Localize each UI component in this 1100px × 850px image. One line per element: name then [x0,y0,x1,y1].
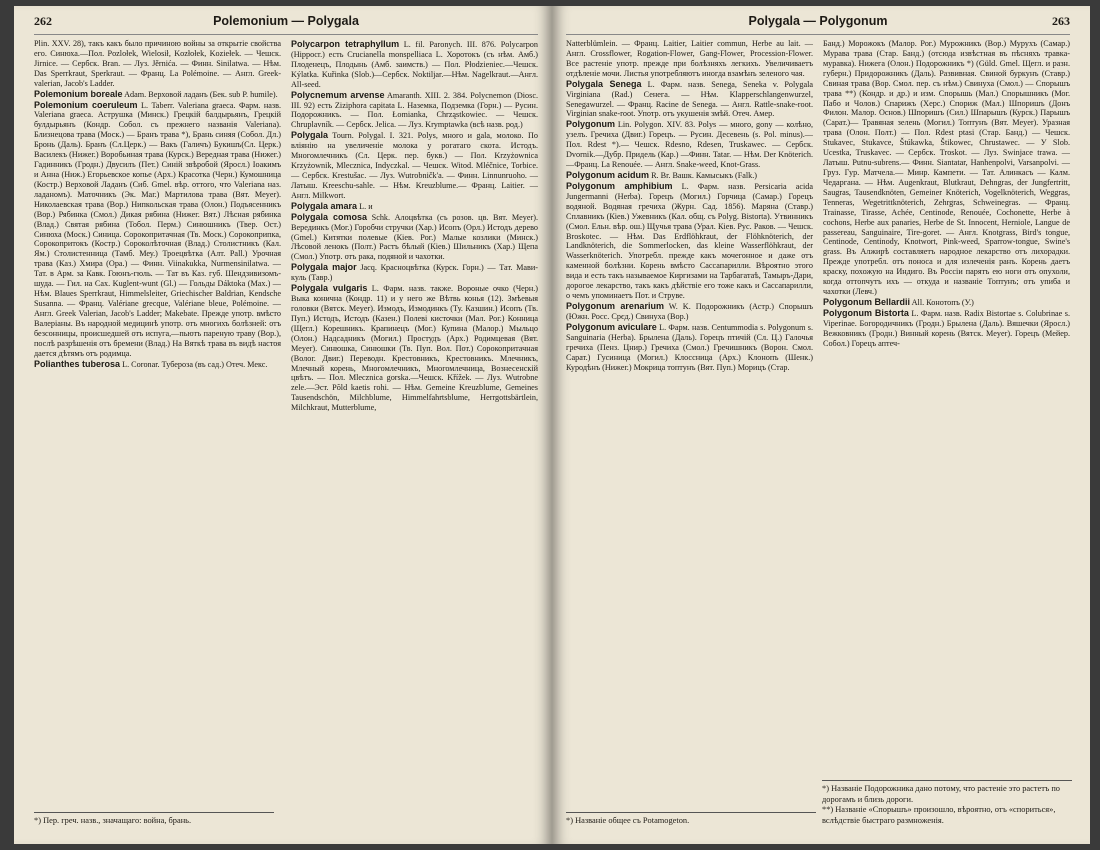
dictionary-entry [34,89,281,100]
entry-text: R. Br. Вашк. Камысыкъ (Falk.) [651,170,758,180]
entry-text: L. и [359,201,373,211]
right-page [552,6,1090,844]
dictionary-entry [566,119,813,170]
entry-headword: Polygala major [291,262,357,273]
left-page [14,6,552,844]
entry-text: W. K. Подорожникъ (Астр.) Спорышъ (Южн. Росс. Срєд.) Свинуха (Вор.) [566,301,813,321]
entry-text: Amaranth. XIII. 2. 384. Polycnemon (Diosc. III. 92) есть Ziziphora capitata L. Наземка, Подземка (Горн.) — Русин. Подорожникъ. — Пол. Łomianka, Chrząstkowiec. — Чешск. Chruplavník. — Сербск. Jelica. — Луз. Krymptawka (всѣ назв. род.) [291,90,538,130]
entry-headword: Polygala amara [291,200,358,211]
right-column-2 [823,39,1070,791]
right-column-1 [566,39,813,791]
left-page-title: Polemonium — Polygala [213,14,359,28]
entry-text: L. Фарм. назв. Centummodia s. Polygonum s. Sanguinaria (Herba). Брылена (Даль). Горецъ птичій (Сл. Ц.) Галочья гречиха (Пенз. Цнир.) Гречиха (Смол.) Гречишникъ (Ворон. Смол. Сарат.) Гусиница (Могил.) Клоссница (Арх.) Клонопъ (Шенк.) Куродѣнъ (Нижег.) Мокрица топтунъ (Вят. Пуп.) Морицъ (Стар. [566,322,813,372]
entry-headword: Polygonum [566,119,615,130]
entry-text: Natterblümlein. — Франц. Laitier, Laitier commun, Herbe au lait. — Англ. Crossflower, Rogation-Flower, Gang-Flower, Procession-Flower. Все растеніе употр. прежде при болѣзняхъ легкихъ. Увеличиваетъ отдѣленіе мочи. Листья употребляютъ иногда взамѣнъ зеленого чая. [566,39,813,78]
entry-headword: Polygonum arenarium [566,300,664,311]
entry-headword: Polycnemum arvense [291,89,385,100]
left-column-2 [291,39,538,791]
dictionary-entry [291,212,538,263]
entry-text: L. Фарм. назв. Persicaria acida Jungermanni (Herba). Горецъ (Могил.) Горчица (Самар.) Горецъ водяной. Водяная гречиха (Журн. Сад. 1856). Маряна (Ставр.) Сплавникъ (Кіев.) Ужевникъ (Кал. общ. съ Polyg. Bistorta). Утвинникъ (Смол. Ельн. вѣр. ош.) Щучья трава (Урал. Кіев. Рус. Раков. — Чешск. Broskotec. — Нѣм. Das Erdflöhkraut, der Flöhknöterich, der Landknöterich, die Sommerlocken, das kleine Wasserflöhkraut, der Wasserknöterich. Употребл. прежде какъ мочегонное и даже отъ каменной болѣзни. Корень вмѣсто Сассапарилли. Вѣроятно этого вида и есть такъ называемое Киргизами на Тарбагатаѣ, Тамыръ-Дари, дорогое лекарство, такъ какъ дѣйствіе его тоже какъ и Сассапарилли, о чемъ упоминаетъ Пот. и Струве. [566,181,813,301]
dictionary-entry [291,201,538,212]
dictionary-entry [34,100,281,359]
book-spread [14,6,1090,844]
entry-text: Adam. Верховой ладанъ (Бек. sub P. humile). [124,89,278,99]
dictionary-entry [566,39,813,79]
right-running-head [566,14,1070,35]
dictionary-entry [823,39,1070,297]
entry-headword: Polygala Senega [566,78,642,89]
dictionary-entry [34,39,281,89]
entry-text: Lin. Polygon. XIV. 83. Polys — много, gony — колѣно, узелъ. Гречиха (Двиг.) Горецъ. — Русин. Десевень (s. Pol. minus).—Пол. Rdest *).— Чешск. Rdesno, Rdesen, Truskawec. — Сербск. Dvornik.—Дубр. Придель (Кар.) —Финн. Tatar. — Нѣм. Der Knöterich. —Франц. La Renouée. — Англ. Snake-weed, Knot-Grass. [566,120,813,170]
dictionary-entry [34,359,281,370]
entry-headword: Polygonum amphibium [566,180,673,191]
entry-text: L. fil. Paronych. III. 876. Polycarpon (Hippocr.) есть Crucianella monspelliaca L. Хоротокъ (съ нѣм. Амб.) Плоденецъ, Плодынь (Амб. заимств.) — Пол. Płodzieniec.—Чешск. Kýlatka. Kuřinka (Slob.)—Сербск. Noktiljar.—Нѣм. Nagelkraut.—Англ. All-seed. [291,40,538,89]
entry-text: Plin. XXV. 28), такъ какъ было причиною войны за открытіе свойства его. Синюха.—Пол. Pozlołek, Wielosił, Kozłołek, Koziełek. — Чешск. Jirnice. — Сербск. Bran. — Луз. Jěrnića. — Финн. Sinilatwa. — Нѣм. Das Sperrkraut, Sperkraut. — Франц. La Polémoine. — Англ. Greek-valerian, Jacob's Ladder. [34,39,281,88]
entry-text: Банд.) Морожокъ (Малор. Рог.) Мурожникъ (Вор.) Мурухъ (Самар.) Мурава трава (Стар. Банд.) (отсюда извѣстная въ пѣсняхъ травка-муравка). Нижегa (Олон.) Подорожникъ *) (Güld. Gmel. Щегл. и разн. губерн.) Придорожникъ (Даль). Развивная. Свиной буркунъ (Ставр.) Свиная трава (Вор. Смол. пер. съ нѣм.) Свинуха (Смол.) — Спорышъ трава **) (Кондр. и др.) и изм. Спорышь (Мал.) Спорышникъ (Мог. Пабо и Чолов.) Спарижъ (Херс.) Спориж (Мал.) Шпоришъ (Донъ Филон. Малор. Основ.) Шпоришъ (Сил.) Шпарышъ (Курск.) Парышъ (Сарат.)— Травяная зелень (Могил.) Топтунъ (Вят. Meyer). Уразная трава (Олон. Полт.) — Пол. Rdest ptasi (Стар. Банд.) — Чешск. Stukavec, Stukavce, Štúkawka, Štikowec, Chrustawec. — У Slob. Ucestka, Truskavec. — Сербск. Troskot. — Луз. Swinjace trawa. — Латыш. Putnu-subrens.— Финн. Siantatar, Hanhenpolvi, Varsanpolvi. — Груз. Гур. Матчела.— Минр. Кампети. — Тат. Алинкасъ — Калм. Чедаргана. — Нѣм. Augenkraut, Blutkraut, Dehngras, der Jungfertritt, Saugras, Tausendknöten, Gemeiner Knöterich, Vogelknöterich, Weggras, Tenneras, Wegetrittknöterich, Zehrgras, Schweinegras. — Франц. Trainasse, Tirasse, Achée, Centinode, Renouée, Cochonette, Herbe à cochons, Herbe aux panaries, Herbe de St. Innocent, Herniole, Langue de passereau, Sanguinaire, Tire-goret. — Англ. Knotgrass, Bird's tongue, Centinode, Centinody, Knotwort, Pink-weed, Sparrow-tongue, Swine's grass. Въ Алжирѣ составляетъ народное лекарство отъ лихорадки. Прежде употребл. отъ поноса и для излеченія ранъ. Корень даетъ краску, похожую на Индиго. Въ Россіи парятъ ею ноги отъ опухоли, когда оттопчутъ ихъ — откуда и названіе Топтунъ; отъ упиба и чахотки (Левч.) [823,39,1070,297]
dictionary-entry [823,297,1070,308]
entry-headword: Polygonum Bellardii [823,296,911,307]
dictionary-entry [823,308,1070,349]
entry-headword: Polianthes tuberosa [34,358,121,369]
dictionary-entry [291,39,538,90]
right-footnote-1: *) Названіе общее съ Potamogeton. [566,812,816,827]
left-column-1 [34,39,281,791]
entry-text: L. Фарм. назв. Radix Bistortae s. Colubrinae s. Viperinae. Богородичникъ (Гродн.) Брылена (Даль). Вяшечки (Яросл.) Вежковникъ (Гродн.) Винный корень (Вятск. Meyer). Горецъ (Мейер. Собол.) Горецъ аптеч- [823,308,1070,348]
right-page-title: Polygala — Polygonum [748,14,888,28]
left-page-number: 262 [34,14,52,28]
dictionary-entry [566,170,813,181]
entry-headword: Polygala comosa [291,211,368,222]
left-running-head [34,14,538,35]
dictionary-entry [566,322,813,373]
entry-text: L. Taberr. Valeriana graeca. Фарм. назв. Valeriana graeca. Аструшка (Минск.) Грецкій балдырьянъ, Грецкій булдырьянъ (Кондр. Собол. съ прежнего названія Valeriana). Близнецова трава (Моск.) — Бранъ трава *), Брань синяя (Собол. Дл.) Бронь (Даль). Бранъ (Сл.Церк.) — Вакъ (Галичъ) Букишъ(Сл. Церк.) Василекъ (Нижег.) Воробьиная трава (Курск.) Вередная трава (Нижег.) Гадинникъ (Гродн.) Двусилъ (Пет.) Синій звѣробой (Яросл.) Іоакимъ и Анна (Ниж.) Егорьевское копье (Арх.) Красотка (Черн.) Кумошница (Костр.) Верховой Ладанъ (Сиб. Gmel. вѣр. оттого, что Valeriana наз. ладаномъ). Маточникъ (Эк. Маг.) Мартилова трава (Вят. Meyer). Николаевская трава (Вор.) Нипкольская трава (Олон.) Подъясенникъ (Вор.) Рябинка (Смол.) Дикая рябина (Нижег. Вят.) Лѣсная рябинка (Влад.) Святая рябина (Тобол. Перм.) Синюшникъ (Твер. Ост.) Синюха (Моск.) Синица. Сорокопритачная (Тв. Моск.) Сорокоприпка, Сорокопритокъ (Костр.) Сороколѣточная (Влад.) Столистникъ (Кал. Ям.) Столистенница (Тамб. Меу.) Троецвѣтка (Алт. Pall.) Урочная трава (Каз.) Хмира (Ора.) — Финн. Viinakukka, Nurmensinilatwa. — Тат. в Арм. за Кавк. Гоюнъ-гюль. — Тат въ Каз. губ. Шендзивизомъ-шуда. — Гил. на Сах. Kuglent-wunt (Gl.) — Гольды Dáktoka (Max.) — Нѣм. Blaues Sperrkraut, Himmelsleiter, Griechischer Baldrian, Kendsche Susanna. — Франц. Valériane grecque, Valériane bleue, Polémoine. — Англ. Greek Valerian, Jacob's Ladder; Makebate. Прежде употр. вмѣсто Валеріаны. Въ народной медицинѣ употр. отъ многихъ болѣзней: отъ безсонницы, происшедшей отъ испуга,—пьютъ пареную траву (Вор.), послѣ разрѣшенія отъ бремени (Влад.) На Вяткѣ трава въ видѣ настоя дается дѣтямъ отъ родимца. [34,100,281,358]
entry-text: L. Coronar. Туберoза (въ сад.) Отеч. Мекс. [122,359,268,369]
entry-text: Tourn. Polygal. I. 321. Polys, много и gala, молоко. По вліянію на увеличеніе молока у рогатаго скота. Истодъ. Многомлечникъ (Сл. Церк. пер. букв.) — Пол. Krzyżownica Krzyżownik, Mlecznica, Indyczkal. — Чешск. Witod. Mléčnice, Torbice. — Сербск. Krestušac. — Луз. Wutrobničk'a. — Финн. Linnunruoho. — Латыш. Kreeschu-sahle. — Нѣм. Kreuzblume.— Франц. Laitier. — Англ. Milkwort. [291,131,538,200]
right-footnote-2: *) Названіе Подорожника дано потому, что растеніе это растетъ по дорогамъ и близь дороги. **) Названіе «Спорышъ» произошло, вѣроятно, отъ «спориться», вслѣдствіе быстраго размноженія. [822,780,1072,826]
entry-headword: Polygonum acidum [566,169,650,180]
entry-headword: Polycarpon tetraphyllum [291,39,400,49]
entry-text: Jacq. Красноцвѣтка (Курск. Горн.) — Тат. Мави-куль (Тавр.) [291,263,538,283]
entry-text: Schk. Алоцвѣтка (съ розов. цв. Вят. Meyer). Верединкъ (Мог.) Горобчи стручки (Хар.) Исопъ (Орл.) Истодъ дерево (Gmel.) Китятки полевые (Кіев. Рог.) Малые козлики (Минск.) Лѣсовой ленокъ (Полт.) Растъ бѣлый (Кіев.) Шильникъ (Хар.) Щепа (Смол.) Употр. отъ рака, подяной и чахотки. [291,212,538,262]
dictionary-entry [566,181,813,301]
right-page-number: 263 [1052,14,1070,28]
dictionary-entry [291,130,538,200]
right-columns [566,39,1070,791]
entry-headword: Polemonium boreale [34,88,123,99]
entry-text: L. Фарм. назв. Senega, Seneka v. Polygala Virginiana (Rad.) Сенега. — Нѣм. Klapperschlangenwurzel, Senegawurzel. — Франц. Raсine de Senega. — Англ. Rattle-snake-root. Virginian snake-root. Употр. отъ укушенія змѣй. Отеч. Амер. [566,79,813,119]
dictionary-entry [291,283,538,413]
entry-headword: Polygala [291,130,329,141]
entry-text: All. Конотопъ (У.) [911,297,974,307]
entry-headword: Polygonum aviculare [566,321,657,332]
entry-headword: Polygala vulgaris [291,283,368,294]
entry-headword: Polemonium coeruleum [34,99,138,110]
entry-text: L. Фарм. назв. также. Вороные очко (Черн.) Выка конична (Кондр. 11) и у него же Вѣтвь конья (12). Змѣевыя головки (Вятск. Meyer). Измодъ, Измодинкъ (Ту. Казшин.) Исопъ (Тв. Пуп.) Истодъ, Истодъ (Казен.) Полевi кисточки (Мал. Рог.) Конница (Щегл.) Корешникъ. Крапинецъ (Мог.) Купина (Малор.) Мыльцо (Олон.) Надсадникъ (Могил.) Простудъ (Арх.) Родимцевая (Вят. Meyer). Синюшка, Синюшки (Тв. Пуп. Вол. Пот.) Сорокопритачная (Волог. Двиг.) Переводн. Крестовникъ, Крестовникъ. Млечникъ, Млечный корень, Многомлечникъ, Многомлечница, Вознесенскій цвѣтъ. — Пол. Mlecznica gorska.—Чешск. Křížek. — Луз. Wutrobne zele.—Эст. Põld kaetis rohi. — Нѣм. Gemeine Kreuzblume, Gemeines Tausendschön, Milchblume, Himmelfahrtsblume, Herrgottsbärtlein, Milchkraut, Mutterblume, [291,284,538,413]
entry-headword: Polygonum Bistorta [823,307,909,318]
dictionary-entry [566,79,813,120]
dictionary-entry [291,262,538,283]
dictionary-entry [566,301,813,322]
left-footnote: *) Пер. греч. назв., значащаго: война, брань. [34,812,274,827]
left-columns [34,39,538,791]
dictionary-entry [291,90,538,131]
